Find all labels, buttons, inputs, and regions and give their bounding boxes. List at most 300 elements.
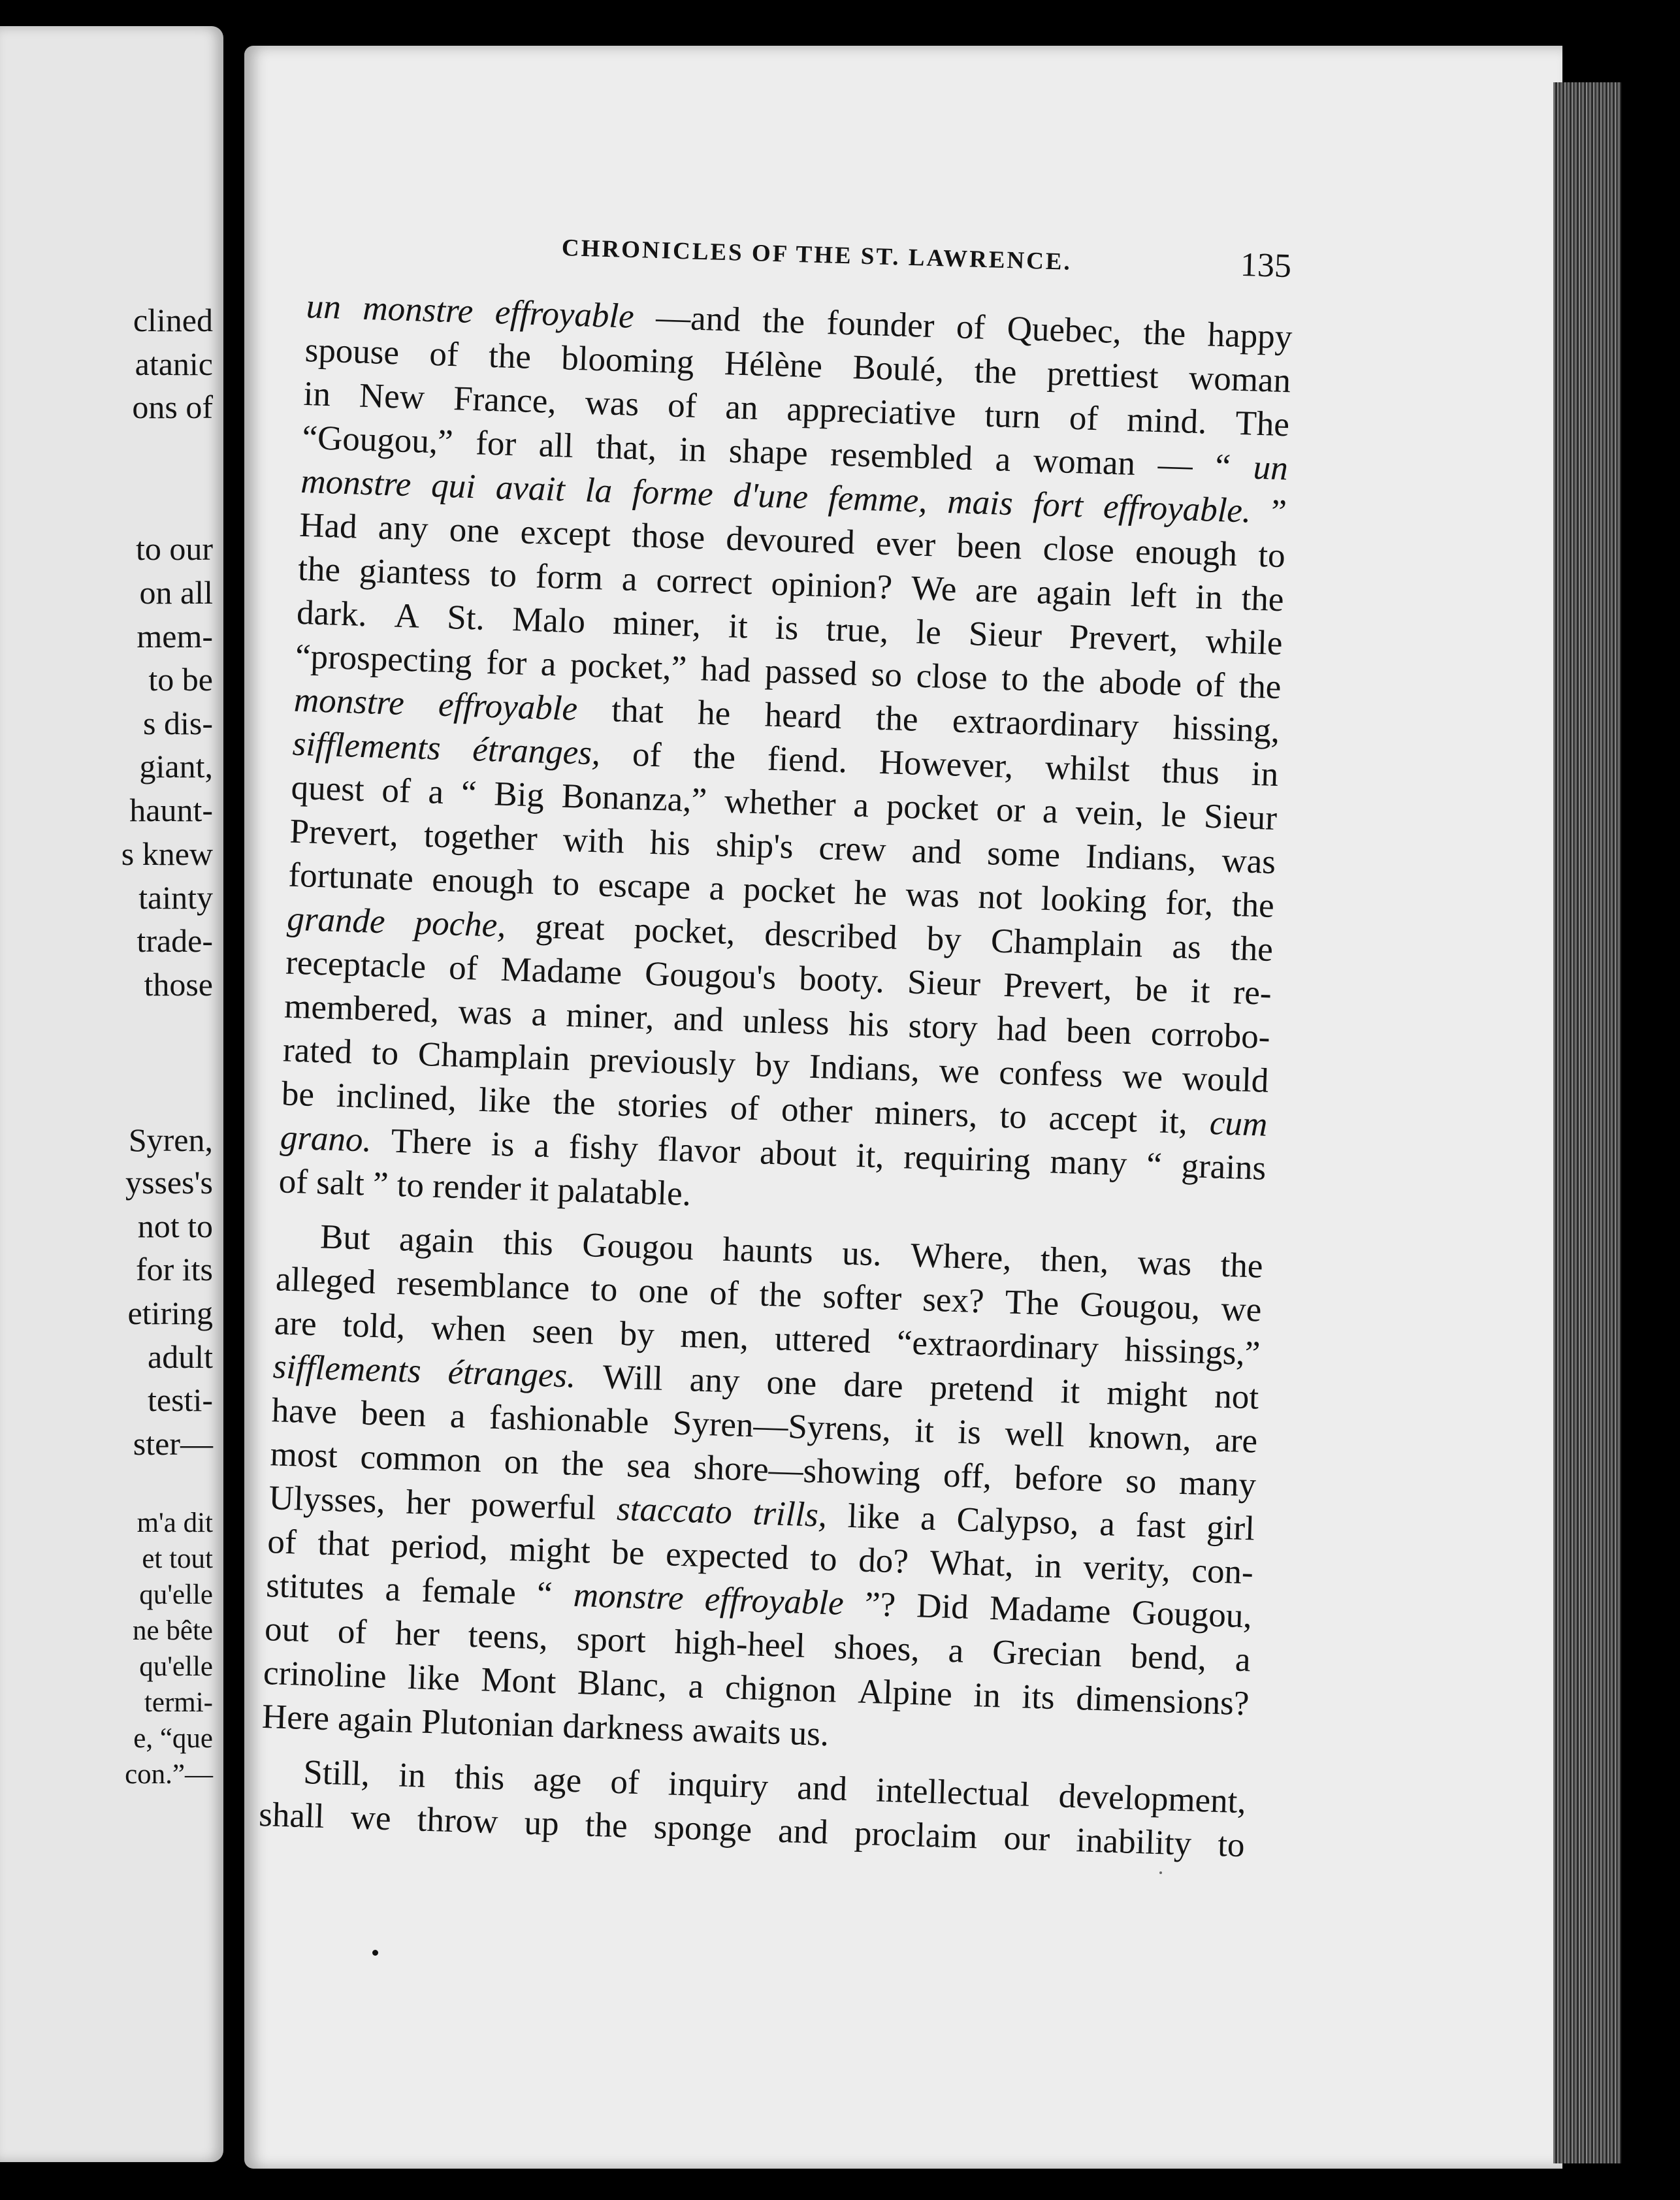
word: one — [449, 511, 500, 551]
word: while — [1204, 622, 1284, 663]
word: be — [611, 1533, 645, 1573]
word: all — [538, 426, 574, 465]
word: one — [766, 1363, 818, 1403]
text-segment: of salt ” to render it palatable. — [278, 1162, 692, 1214]
word: dimensions? — [1075, 1679, 1250, 1723]
word: a — [920, 1499, 937, 1538]
word: whether — [724, 782, 837, 824]
word: corrobo- — [1150, 1014, 1271, 1056]
word: and — [911, 832, 963, 871]
word: Alpine — [857, 1672, 953, 1714]
word: a — [384, 1570, 402, 1609]
word: effroyable — [494, 293, 635, 336]
word: Prevert, — [1003, 966, 1113, 1008]
page-edges — [1553, 82, 1621, 2163]
word: by — [754, 1046, 790, 1085]
word: again — [398, 1220, 475, 1261]
word: powerful — [470, 1485, 597, 1527]
word: devoured — [725, 519, 856, 562]
word: happy — [1206, 315, 1293, 357]
word: Big — [493, 775, 545, 815]
left-page-line: m'a dit — [137, 1508, 213, 1538]
word: left — [1129, 575, 1178, 616]
word: he — [853, 873, 888, 913]
left-page-line: ysses's — [125, 1164, 213, 1201]
word: of — [337, 1612, 368, 1651]
word: for — [485, 643, 528, 683]
word: “Gougou,” — [301, 418, 454, 462]
word: her — [405, 1483, 451, 1523]
word: other — [781, 1090, 853, 1131]
word: effroyable — [438, 685, 578, 728]
word: we — [1122, 1057, 1163, 1097]
word: close — [915, 656, 988, 698]
word: “ — [460, 773, 477, 813]
word: a — [1042, 792, 1059, 831]
word: to — [1257, 536, 1286, 575]
word: the — [875, 699, 919, 739]
word: common — [359, 1438, 482, 1480]
word: “prospecting — [295, 637, 473, 681]
left-page-line: ons of — [132, 389, 213, 425]
word: monstre — [300, 462, 412, 504]
word: been — [360, 1394, 427, 1434]
word: alleged — [275, 1260, 377, 1302]
word: of — [709, 1274, 739, 1313]
word: in — [302, 374, 331, 414]
word: mais — [946, 482, 1014, 523]
word: effroyable. — [1103, 487, 1252, 530]
word: Had — [299, 506, 358, 546]
word: and — [673, 999, 724, 1039]
word: pocket,” — [570, 645, 688, 688]
word: whilst — [1044, 748, 1131, 789]
word: like — [847, 1496, 901, 1537]
word: the — [762, 301, 805, 341]
word: mind. — [1126, 400, 1208, 442]
word: intellectual — [875, 1771, 1031, 1814]
word: our — [1003, 1819, 1051, 1858]
left-page-line: for its — [135, 1251, 213, 1287]
word: fast — [1135, 1506, 1187, 1546]
word: its — [1021, 1677, 1056, 1717]
word: was — [1221, 841, 1276, 882]
left-page-line: to be — [148, 661, 213, 698]
word: The — [1004, 1283, 1060, 1323]
word: un — [1252, 448, 1289, 488]
word: Gougou, — [1079, 1285, 1201, 1327]
word: form — [535, 557, 604, 598]
word: a — [621, 560, 638, 599]
word: dare — [843, 1365, 904, 1406]
left-page-line: termi- — [144, 1687, 213, 1718]
word: like — [407, 1658, 460, 1698]
word: shall — [258, 1795, 325, 1836]
word: of — [1069, 398, 1099, 438]
word: étranges, — [472, 730, 602, 773]
word: a — [533, 1126, 550, 1165]
left-page-line: to our — [135, 530, 213, 567]
word: previously — [589, 1041, 736, 1084]
left-page-line: haunt- — [129, 792, 213, 828]
word: inclined, — [336, 1076, 457, 1118]
word: most — [269, 1435, 338, 1476]
word: “extraordinary — [896, 1323, 1099, 1368]
word: then, — [1040, 1240, 1110, 1281]
word: and — [777, 1811, 829, 1852]
word: turn — [984, 396, 1041, 436]
word: Blanc, — [577, 1664, 668, 1705]
word: ” — [1270, 493, 1287, 532]
word: Champlain — [990, 922, 1144, 965]
word: The — [1235, 404, 1290, 444]
word: the — [1231, 885, 1275, 925]
left-page-line: trade- — [137, 922, 213, 959]
word: a — [427, 773, 445, 811]
word: forme — [632, 472, 714, 513]
word: so — [1125, 1462, 1157, 1501]
word: would — [1181, 1059, 1270, 1100]
word: one — [638, 1271, 690, 1312]
word: con- — [1191, 1551, 1254, 1592]
word: sponge — [653, 1807, 752, 1849]
word: monstre — [572, 1576, 685, 1618]
word: her — [395, 1614, 440, 1654]
word: booty. — [798, 960, 885, 1001]
word: to — [999, 1097, 1027, 1137]
word: an — [724, 388, 759, 427]
word: Where, — [910, 1236, 1012, 1278]
word: sea — [626, 1446, 671, 1486]
word: up — [523, 1804, 560, 1843]
word: Madame — [500, 950, 622, 992]
word: sex? — [922, 1280, 985, 1321]
word: Quebec, — [1006, 309, 1122, 351]
word: might — [1106, 1374, 1189, 1415]
word: development, — [1058, 1777, 1247, 1821]
word: had — [700, 650, 752, 690]
word: the — [560, 1444, 605, 1484]
word: a — [708, 869, 726, 908]
word: enough — [431, 860, 535, 902]
word: are — [274, 1304, 317, 1344]
word: the — [692, 737, 736, 777]
word: appreciative — [786, 390, 957, 434]
word: before — [1014, 1458, 1104, 1500]
word: avait — [495, 468, 566, 509]
word: uttered — [774, 1319, 872, 1361]
word: There — [390, 1122, 473, 1163]
word: heard — [764, 696, 843, 737]
word: “ — [1214, 447, 1231, 486]
word: of — [956, 308, 986, 347]
word: in — [1251, 754, 1280, 794]
word: girl — [1206, 1508, 1255, 1548]
word: pretend — [929, 1368, 1035, 1410]
word: men, — [679, 1316, 750, 1357]
word: that — [611, 690, 664, 731]
word: monstre — [293, 681, 405, 722]
word: a — [947, 1631, 965, 1670]
word: effroyable — [703, 1580, 845, 1623]
word: teens, — [467, 1616, 549, 1657]
word: is — [957, 1413, 982, 1452]
word: of — [428, 334, 459, 374]
word: Gougou — [581, 1225, 694, 1268]
word: Did — [916, 1587, 969, 1626]
word: flavor — [656, 1130, 741, 1171]
word: story — [907, 1007, 978, 1047]
word: again — [1036, 573, 1112, 613]
word: inability — [1075, 1821, 1192, 1863]
word: of — [609, 1762, 640, 1802]
word: giantess — [359, 551, 472, 594]
word: seen — [531, 1312, 594, 1352]
word: d'une — [732, 476, 809, 517]
word: is — [775, 608, 800, 647]
word: escape — [598, 865, 692, 907]
word: shore—showing — [693, 1448, 922, 1494]
word: the — [488, 336, 532, 376]
word: abode — [1098, 662, 1183, 704]
word: shoes, — [833, 1628, 920, 1669]
word: ever — [875, 524, 937, 564]
word: was — [905, 875, 960, 915]
word: Champlain — [417, 1035, 571, 1078]
word: Prevert, — [1069, 617, 1179, 660]
word: New — [359, 376, 426, 417]
word: What, — [929, 1543, 1014, 1584]
word: to — [809, 1540, 838, 1579]
word: unless — [742, 1001, 830, 1043]
left-page-line: et tout — [142, 1544, 213, 1574]
word: told, — [342, 1306, 406, 1346]
word: in — [1195, 577, 1223, 617]
word: France, — [453, 380, 557, 421]
word: bend, — [1129, 1637, 1207, 1678]
word: crinoline — [263, 1653, 387, 1696]
word: crew — [818, 829, 887, 869]
word: of — [730, 1088, 760, 1128]
word: founder — [826, 304, 935, 346]
word: Madame — [989, 1589, 1112, 1631]
word: Malo — [511, 600, 586, 641]
word: age — [532, 1760, 583, 1800]
left-page-line: etiring — [127, 1295, 213, 1331]
word: stories — [617, 1085, 709, 1126]
word: Boulé, — [852, 348, 945, 389]
word: was — [1137, 1243, 1193, 1284]
word: Sieur — [968, 615, 1042, 655]
word: the — [1220, 1246, 1264, 1286]
word: pocket — [886, 787, 980, 828]
word: vein, — [1074, 793, 1144, 833]
running-head: CHRONICLES OF THE ST. LAWRENCE. — [561, 235, 1073, 276]
word: of — [632, 736, 662, 775]
word: it — [1059, 1372, 1081, 1411]
word: Still, — [302, 1753, 370, 1794]
word: Syren—Syrens, — [672, 1404, 892, 1449]
word: dark. — [296, 593, 368, 634]
word: — — [1157, 445, 1193, 485]
word: us. — [841, 1234, 882, 1274]
word: femme, — [828, 479, 928, 520]
word: are — [1214, 1421, 1258, 1461]
word: in — [973, 1676, 1001, 1715]
word: a — [852, 786, 869, 825]
word: prettiest — [1046, 354, 1159, 396]
word: shape — [728, 432, 809, 473]
word: Gougou's — [644, 954, 777, 997]
word: to — [1001, 659, 1029, 698]
word: confess — [998, 1053, 1104, 1095]
word: cum — [1209, 1104, 1268, 1144]
body-text — [258, 285, 1293, 1868]
word: in — [679, 430, 707, 470]
word: a — [687, 1667, 705, 1706]
word: not — [977, 877, 1024, 917]
word: was — [457, 992, 513, 1033]
word: many — [1049, 1142, 1128, 1184]
word: Sieur — [907, 963, 981, 1003]
word: looking — [1040, 879, 1148, 921]
word: it, — [1159, 1102, 1188, 1141]
word: woman — [1188, 359, 1291, 400]
word: have — [270, 1391, 338, 1432]
left-page-line: qu'elle — [139, 1579, 213, 1610]
word: verity, — [1082, 1548, 1171, 1589]
word: true, — [825, 610, 890, 651]
word: described — [764, 914, 898, 957]
word: Calypso, — [956, 1500, 1080, 1543]
word: of — [267, 1523, 297, 1562]
word: he — [697, 694, 732, 733]
word: the — [552, 1083, 596, 1123]
word: Sieur — [1203, 797, 1278, 838]
word: un — [306, 287, 342, 327]
word: been — [1065, 1012, 1133, 1052]
word: correct — [655, 561, 753, 602]
word: with — [562, 820, 625, 861]
word: We — [911, 569, 958, 609]
word: However, — [879, 743, 1014, 786]
word: requiring — [903, 1138, 1031, 1180]
left-page-line: atanic — [135, 346, 213, 382]
word: le — [1161, 796, 1187, 835]
word: trills, — [752, 1494, 828, 1534]
word: membered, — [283, 987, 440, 1030]
word: when — [430, 1308, 507, 1350]
left-page-line: giant, — [139, 748, 213, 785]
word: well — [1004, 1414, 1065, 1455]
ink-dot — [372, 1950, 378, 1956]
word: miners, — [874, 1093, 978, 1135]
word: fort — [1032, 485, 1084, 525]
word: the — [1230, 929, 1274, 969]
word: sifflements — [292, 724, 442, 768]
left-page-line: on all — [139, 574, 213, 611]
word: that, — [595, 428, 658, 468]
word: a — [1099, 1505, 1116, 1544]
word: miner, — [565, 996, 655, 1037]
word: ship's — [715, 826, 794, 866]
word: fiend. — [766, 739, 848, 781]
word: it, — [855, 1137, 885, 1176]
word: blooming — [560, 339, 695, 381]
left-page-line: testi- — [148, 1382, 213, 1418]
left-page-line: s dis- — [143, 705, 213, 741]
word: close — [1042, 529, 1115, 570]
word: to — [489, 556, 517, 595]
word: Bonanza,” — [561, 777, 707, 820]
word: the — [1238, 667, 1282, 707]
word: Grecian — [992, 1633, 1103, 1675]
word: stitutes — [265, 1566, 365, 1608]
word: spouse — [304, 331, 400, 372]
word: some — [986, 834, 1061, 875]
word: the — [297, 549, 341, 589]
word: we — [349, 1798, 392, 1838]
word: or — [995, 790, 1026, 830]
word: that — [317, 1524, 370, 1564]
word: to — [371, 1033, 400, 1073]
word: rated — [282, 1031, 353, 1071]
word: monstre — [362, 289, 474, 331]
word: re- — [1232, 973, 1272, 1012]
word: are — [975, 571, 1018, 611]
word: But — [319, 1218, 371, 1257]
word: chignon — [724, 1668, 837, 1710]
word: thus — [1161, 752, 1220, 792]
word: in — [398, 1756, 427, 1795]
word: Indians, — [808, 1047, 920, 1090]
word: out — [264, 1610, 310, 1650]
left-page-line: tainty — [138, 879, 213, 916]
word: to — [552, 864, 581, 903]
word: extraordinary — [952, 702, 1140, 746]
word: be — [1134, 970, 1169, 1009]
word: been — [956, 526, 1023, 567]
word: grano. — [280, 1118, 372, 1159]
word: to — [590, 1270, 619, 1309]
left-page-line: those — [144, 966, 213, 1003]
word: a — [1235, 1640, 1252, 1679]
word: period, — [390, 1527, 489, 1568]
left-page-line: clined — [133, 302, 213, 338]
word: many — [1178, 1463, 1257, 1504]
word: accept — [1048, 1099, 1139, 1140]
word: do? — [858, 1541, 909, 1581]
word: the — [758, 1275, 803, 1315]
word: it — [728, 607, 749, 646]
word: inquiry — [668, 1764, 769, 1806]
word: opinion? — [770, 564, 893, 607]
word: receptacle — [285, 943, 427, 986]
page-number: 135 — [1240, 246, 1292, 285]
word: miner, — [612, 603, 702, 645]
word: A — [393, 596, 421, 636]
word: of — [448, 948, 479, 988]
word: softer — [822, 1277, 903, 1318]
word: a — [540, 645, 557, 684]
word: resembled — [830, 435, 973, 478]
word: we — [1220, 1289, 1263, 1329]
word: “ — [536, 1575, 553, 1613]
word: sifflements — [272, 1348, 422, 1391]
left-page-line: e, “que — [133, 1723, 213, 1754]
word: be — [281, 1075, 315, 1114]
word: Ulysses, — [268, 1479, 386, 1521]
